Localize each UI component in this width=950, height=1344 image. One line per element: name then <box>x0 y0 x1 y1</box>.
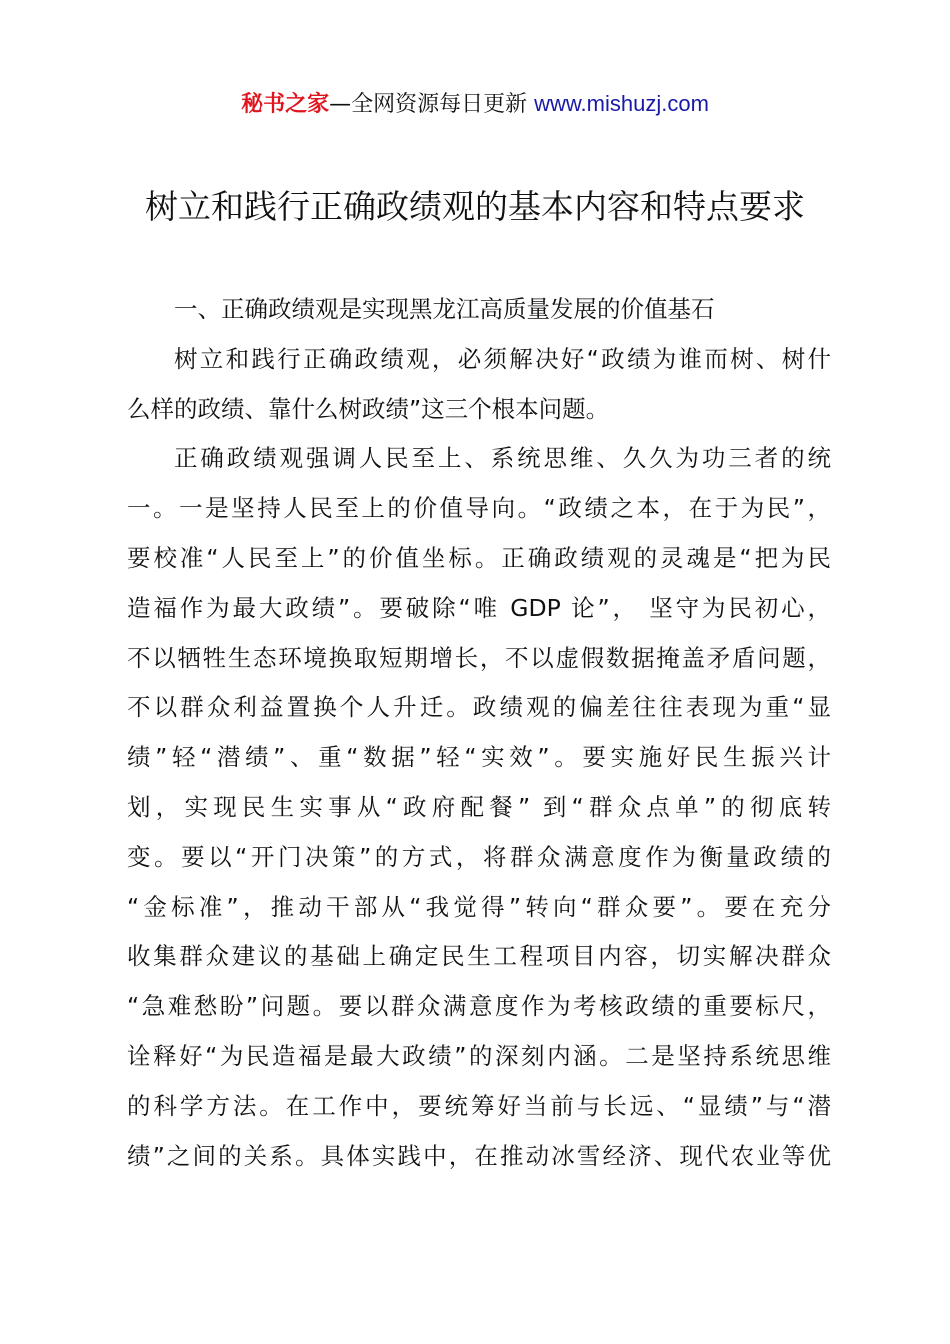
paragraph-line: “金标准”，推动干部从“我觉得”转向“群众要”。要在充分 <box>127 892 831 921</box>
document-body <box>127 285 831 1181</box>
paragraph-1 <box>127 335 831 435</box>
paragraph-line: 诠释好“为民造福是最大政绩”的深刻内涵。二是坚持系统思维 <box>127 1041 831 1070</box>
paragraph-line: 正确政绩观强调人民至上、系统思维、久久为功三者的统 <box>174 444 831 473</box>
paragraph-line: 不以牺牲生态环境换取短期增长，不以虚假数据掩盖矛盾问题， <box>127 643 831 672</box>
paragraph-line: 收集群众建议的基础上确定民生工程项目内容，切实解决群众 <box>127 942 831 971</box>
paragraph-line: 树立和践行正确政绩观，必须解决好“政绩为谁而树、树什 <box>174 344 831 373</box>
paragraph-2 <box>127 434 831 1181</box>
paragraph-line: 绩”轻“潜绩”、重“数据”轻“实效”。要实施好民生振兴计 <box>127 743 831 772</box>
header-tagline: —全网资源每日更新 <box>329 92 535 117</box>
paragraph-line: 一。一是坚持人民至上的价值导向。“政绩之本，在于为民”， <box>127 494 831 523</box>
section-heading: 一、正确政绩观是实现黑龙江高质量发展的价值基石 <box>174 295 715 323</box>
paragraph-line: 划，实现民生实事从“政府配餐” 到“群众点单”的彻底转 <box>127 792 831 821</box>
paragraph-line: 造福作为最大政绩”。要破除“唯 GDP 论”， 坚守为民初心， <box>127 593 831 622</box>
paragraph-line: “急难愁盼”问题。要以群众满意度作为考核政绩的重要标尺， <box>127 992 831 1021</box>
document-title: 树立和践行正确政绩观的基本内容和特点要求 <box>145 187 805 226</box>
site-header <box>0 88 950 121</box>
paragraph-line: 绩”之间的关系。具体实践中，在推动冰雪经济、现代农业等优 <box>127 1141 831 1170</box>
paragraph-line: 么样的政绩、靠什么树政绩”这三个根本问题。 <box>127 394 610 423</box>
paragraph-line: 的科学方法。在工作中，要统筹好当前与长远、“显绩”与“潜 <box>127 1091 831 1120</box>
paragraph-line: 要校准“人民至上”的价值坐标。正确政绩观的灵魂是“把为民 <box>127 543 831 572</box>
brand-name: 秘书之家 <box>241 92 330 117</box>
paragraph-line: 不以群众利益置换个人升迁。政绩观的偏差往往表现为重“显 <box>127 693 831 722</box>
site-url-link[interactable]: www.mishuzj.com <box>534 91 709 116</box>
paragraph-line: 变。要以“开门决策”的方式，将群众满意度作为衡量政绩的 <box>127 842 831 871</box>
